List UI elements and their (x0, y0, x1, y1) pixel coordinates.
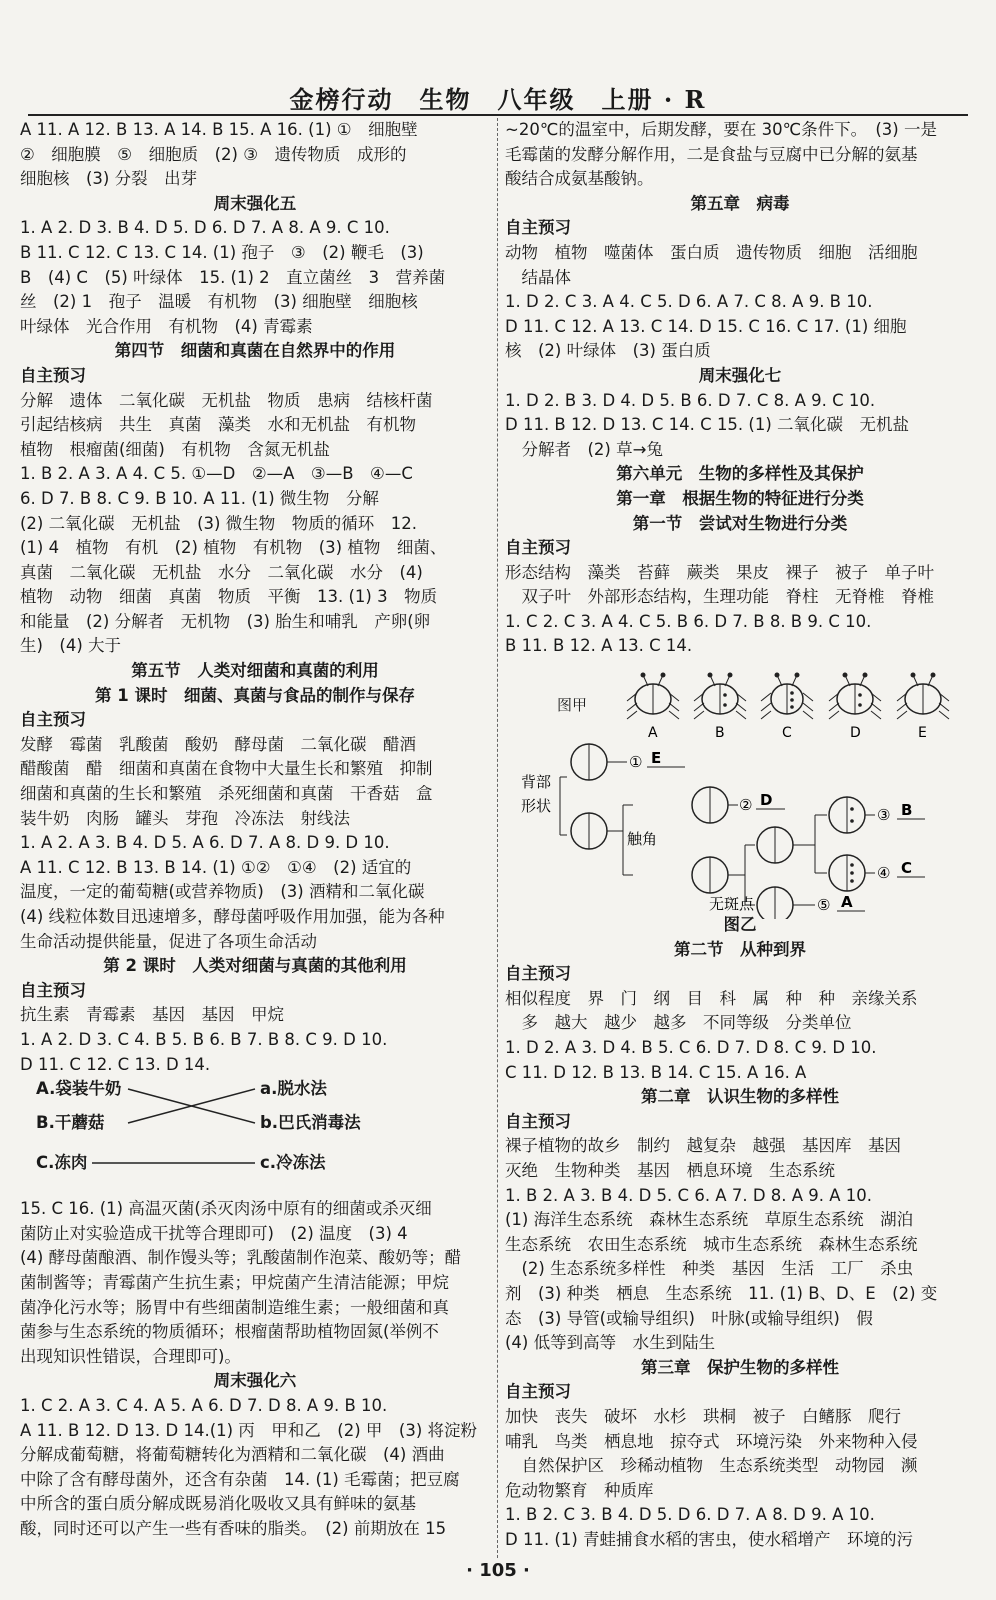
subsection-heading: 自主预习 (505, 1382, 571, 1402)
key-label-beibu: 背部 (521, 773, 552, 792)
match-method-a: a.脱水法 (260, 1079, 327, 1099)
answer-line: (4) 线粒体数目迅速增多，酵母菌呼吸作用加强，能为各种 (20, 907, 445, 926)
answer-line: 生) (4) 大于 (20, 636, 122, 656)
answer-line: (2) 生态系统多样性 种类 基因 生活 工厂 杀虫 (505, 1259, 914, 1279)
match-method-c: c.冷冻法 (260, 1153, 326, 1173)
section-heading: 第五节 人类对细菌和真菌的利用 (131, 661, 379, 681)
classification-diagram (505, 659, 975, 919)
answer-line: (4) 酵母菌酿酒、制作馒头等；乳酸菌制作泡菜、酸奶等；醋 (20, 1248, 462, 1268)
beetle-letter: C (782, 725, 792, 742)
section-heading: 第 2 课时 人类对细菌与真菌的其他利用 (103, 956, 407, 976)
left-text-block-b (20, 1197, 490, 1541)
key-label-xingzhuang: 形状 (521, 797, 552, 816)
answer-line: 中所含的蛋白质分解成既易消化吸收又具有鲜味的氨基 (20, 1494, 416, 1514)
answer-line: 形态结构 藻类 苔藓 蕨类 果皮 裸子 被子 单子叶 (505, 562, 934, 582)
answer-line: 装牛奶 肉肠 罐头 芽孢 冷冻法 射线法 (20, 808, 350, 828)
key-result-5: A (841, 893, 853, 912)
key-result-1: E (651, 749, 662, 768)
page-header (28, 78, 968, 116)
match-item-a: A.袋装牛奶 (36, 1079, 122, 1099)
answer-line: 菌净化污水等；肠胃中有些细菌制造维生素；一般细菌和真 (20, 1297, 449, 1317)
answer-line: D 11. (1) 青蛙捕食水稻的害虫，使水稻增产 环境的污 (505, 1529, 914, 1549)
key-label-wubandian: 无斑点 (709, 895, 755, 914)
answer-line: 危动物繁育 种质库 (505, 1480, 654, 1500)
answer-line: 双子叶 外部形态结构，生理功能 脊柱 无脊椎 脊椎 (505, 587, 934, 607)
fig-b-label: 图乙 (723, 915, 757, 935)
answer-line: 1. A 2. D 3. C 4. B 5. B 6. B 7. B 8. C 9. D 10. (20, 1029, 388, 1049)
answer-line: ② 细胞膜 ⑤ 细胞质 (2) ③ 遗传物质 成形的 (20, 144, 407, 164)
key-num-1: ① (629, 753, 643, 772)
section-heading: 第一节 尝试对生物进行分类 (632, 513, 848, 533)
dichotomous-key-svg (505, 659, 975, 919)
answer-line: 发酵 霉菌 乳酸菌 酸奶 酵母菌 二氧化碳 醋酒 (20, 734, 416, 754)
answer-line: A 11. B 12. D 13. D 14.(1) 丙 甲和乙 (2) 甲 (3) 将淀粉 (20, 1420, 478, 1440)
answer-line: 剂 (3) 种类 栖息 生态系统 11. (1) B、D、E (2) 变 (505, 1283, 938, 1303)
beetle-icon (627, 673, 679, 742)
answer-line: 灭绝 生物种类 基因 栖息环境 生态系统 (505, 1161, 835, 1180)
beetle-letter: B (715, 725, 725, 742)
subsection-heading: 自主预习 (20, 365, 86, 385)
answer-line: 分解成葡萄糖，将葡萄糖转化为酒精和二氧化碳 (4) 酒曲 (20, 1445, 445, 1465)
answer-line: 1. D 2. A 3. D 4. B 5. C 6. D 7. D 8. C 9. D 10. (505, 1038, 877, 1058)
answer-line: 温度，一定的葡萄糖(或营养物质) (3) 酒精和二氧化碳 (20, 882, 425, 902)
answer-line: 叶绿体 光合作用 有机物 (4) 青霉素 (20, 316, 313, 336)
key-num-3: ③ (877, 806, 891, 825)
answer-line: 1. D 2. C 3. A 4. C 5. D 6. A 7. C 8. A 9. B 10. (505, 292, 873, 312)
answer-line: A 11. A 12. B 13. A 14. B 15. A 16. (1) ① 细胞壁 (20, 120, 418, 139)
left-column (20, 118, 490, 1541)
answer-line: 自然保护区 珍稀动植物 生态系统类型 动物园 濒 (505, 1456, 918, 1476)
section-heading: 第五章 病毒 (690, 193, 790, 213)
section-heading: 周末强化五 (213, 193, 297, 213)
answer-line: 引起结核病 共生 真菌 藻类 水和无机盐 有机物 (20, 415, 416, 435)
right-text-block-b (505, 938, 975, 1553)
answer-line: B 11. C 12. C 13. C 14. (1) 孢子 ③ (2) 鞭毛 (3) (20, 242, 424, 262)
subsection-heading: 自主预习 (505, 538, 571, 558)
answer-line: 15. C 16. (1) 高温灭菌(杀灭肉汤中原有的细菌或杀灭细 (20, 1199, 432, 1219)
section-heading: 第三章 保护生物的多样性 (641, 1357, 839, 1377)
answer-line: D 11. B 12. D 13. C 14. C 15. (1) 二氧化碳 无机盐 (505, 415, 910, 435)
answer-line: 毛霉菌的发酵分解作用，二是食盐与豆腐中已分解的氨基 (505, 144, 918, 164)
match-method-b: b.巴氏消毒法 (260, 1113, 361, 1133)
answer-line: 和能量 (2) 分解者 无机物 (3) 胎生和哺乳 产卵(卵 (20, 611, 431, 631)
answer-line: 裸子植物的故乡 制约 越复杂 越强 基因库 基因 (505, 1136, 901, 1156)
answer-line: 醋酸菌 醋 细菌和真菌在食物中大量生长和繁殖 抑制 (20, 759, 433, 779)
answer-line: (4) 低等到高等 水生到陆生 (505, 1333, 716, 1353)
section-heading: 第 1 课时 细菌、真菌与食品的制作与保存 (95, 685, 415, 705)
beetle-icon (897, 673, 949, 742)
answer-line: 1. A 2. A 3. B 4. D 5. A 6. D 7. A 8. D 9. D 10. (20, 833, 390, 853)
key-result-3: B (901, 801, 913, 820)
section-heading: 周末强化七 (698, 365, 782, 385)
subsection-heading: 自主预习 (505, 1111, 571, 1131)
key-label-chujiao: 触角 (627, 830, 658, 849)
answer-line: 6. D 7. B 8. C 9. B 10. A 11. (1) 微生物 分解 (20, 488, 379, 508)
answer-line: 1. B 2. C 3. B 4. D 5. D 6. D 7. A 8. D 9. A 10. (505, 1505, 875, 1525)
answer-line: 1. A 2. D 3. B 4. D 5. D 6. D 7. A 8. A 9. C 10. (20, 218, 390, 238)
answer-line: 丝 (2) 1 孢子 温暖 有机物 (3) 细胞壁 细胞核 (20, 292, 418, 312)
subsection-heading: 自主预习 (505, 964, 571, 984)
answer-line: 细菌和真菌的生长和繁殖 杀死细菌和真菌 干香菇 盒 (20, 784, 433, 804)
key-result-4: C (901, 859, 913, 878)
answer-line: 1. C 2. C 3. A 4. C 5. B 6. D 7. B 8. B 9. C 10. (505, 611, 872, 631)
answer-line: 植物 动物 细菌 真菌 物质 平衡 13. (1) 3 物质 (20, 587, 438, 607)
answer-line: 态 (3) 导管(或输导组织) 叶脉(或输导组织) 假 (505, 1308, 873, 1328)
answer-line: (1) 4 植物 有机 (2) 植物 有机物 (3) 植物 细菌、 (20, 538, 447, 558)
key-num-5: ⑤ (817, 896, 831, 915)
answer-line: 出现知识性错误，合理即可)。 (20, 1346, 241, 1366)
beetle-icon (761, 673, 813, 742)
answer-line: 生命活动提供能量，促进了各项生命活动 (20, 931, 317, 951)
column-divider (497, 118, 499, 1558)
beetle-icon (694, 673, 746, 742)
answer-line: 菌防止对实验造成干扰等合理即可) (2) 温度 (3) 4 (20, 1223, 408, 1243)
answer-line: (1) 海洋生态系统 森林生态系统 草原生态系统 湖泊 (505, 1210, 914, 1230)
answer-line: 中除了含有酵母菌外，还含有杂菌 14. (1) 毛霉菌；把豆腐 (20, 1469, 460, 1489)
answer-line: 1. D 2. B 3. D 4. D 5. B 6. D 7. C 8. A 9. C 10. (505, 390, 876, 410)
answer-line: 抗生素 青霉素 基因 基因 甲烷 (20, 1005, 284, 1025)
answer-line: 分解 遗体 二氧化碳 无机盐 物质 患病 结核杆菌 (20, 390, 433, 410)
subsection-heading: 自主预习 (505, 218, 571, 238)
answer-line: 1. B 2. A 3. A 4. C 5. ①—D ②—A ③—B ④—C (20, 464, 413, 484)
answer-line: B (4) C (5) 叶绿体 15. (1) 2 直立菌丝 3 营养菌 (20, 267, 446, 287)
right-column (505, 118, 975, 1553)
answer-line: B 11. B 12. A 13. C 14. (505, 636, 693, 656)
answer-line: (2) 二氧化碳 无机盐 (3) 微生物 物质的循环 12. (20, 513, 417, 533)
beetle-letter: A (648, 725, 658, 742)
section-heading: 周末强化六 (213, 1371, 297, 1391)
key-num-2: ② (739, 796, 753, 815)
section-heading: 第二节 从种到界 (674, 939, 806, 959)
answer-line: 1. B 2. A 3. B 4. D 5. C 6. A 7. D 8. A 9. A 10. (505, 1185, 873, 1205)
answer-line: 结晶体 (505, 267, 571, 287)
section-heading: 第四节 细菌和真菌在自然界中的作用 (114, 341, 396, 361)
answer-line: 核 (2) 叶绿体 (3) 蛋白质 (505, 341, 711, 361)
answer-line: 真菌 二氧化碳 无机盐 水分 二氧化碳 水分 (4) (20, 562, 423, 582)
fig-a-label: 图甲 (557, 696, 588, 715)
answer-line: 哺乳 鸟类 栖息地 掠夺式 环境污染 外来物种入侵 (505, 1431, 918, 1451)
subsection-heading: 自主预习 (20, 710, 86, 730)
answer-line: ~20℃的温室中，后期发酵，要在 30℃条件下。 (3) 一是 (505, 120, 937, 139)
subsection-heading: 自主预习 (20, 980, 86, 1000)
answer-line: 菌制酱等；青霉菌产生抗生素；甲烷菌产生清洁能源；甲烷 (20, 1272, 449, 1292)
answer-line: C 11. D 12. B 13. B 14. C 15. A 16. A (505, 1062, 807, 1082)
right-text-block-a (505, 118, 975, 659)
answer-line: 1. C 2. A 3. C 4. A 5. A 6. D 7. D 8. A 9. B 10. (20, 1395, 388, 1415)
answer-line: 植物 根瘤菌(细菌) 有机物 含氮无机盐 (20, 439, 330, 459)
section-heading: 第二章 认识生物的多样性 (641, 1087, 839, 1107)
section-heading: 第六单元 生物的多样性及其保护 (616, 464, 864, 484)
answer-line: 酸，同时还可以产生一些有香味的脂类。 (2) 前期放在 15 (20, 1518, 447, 1538)
answer-line: 酸结合成氨基酸钠。 (505, 169, 654, 189)
answer-line: 加快 丧失 破坏 水杉 珙桐 被子 白鳍豚 爬行 (505, 1406, 901, 1426)
answer-line: 细胞核 (3) 分裂 出芽 (20, 169, 198, 189)
beetle-letter: D (850, 725, 861, 742)
match-item-c: C.冻肉 (36, 1153, 88, 1173)
left-text-block-a (20, 118, 490, 1077)
beetle-icon (829, 673, 881, 742)
answer-line: D 11. C 12. C 13. D 14. (20, 1054, 211, 1074)
page-title: 金榜行动 生物 八年级 上册 · R (289, 85, 707, 114)
answer-line: 生态系统 农田生态系统 城市生态系统 森林生态系统 (505, 1234, 918, 1254)
answer-line: 相似程度 界 门 纲 目 科 属 种 种 亲缘关系 (505, 988, 918, 1008)
answer-line: 动物 植物 噬菌体 蛋白质 遗传物质 细胞 活细胞 (505, 242, 918, 262)
section-heading: 第一章 根据生物的特征进行分类 (616, 488, 864, 508)
answer-line: D 11. C 12. A 13. C 14. D 15. C 16. C 17. (1) 细胞 (505, 316, 907, 336)
page-number: · 105 · (466, 1560, 530, 1581)
key-result-2: D (760, 791, 773, 810)
answer-line: 多 越大 越少 越多 不同等级 分类单位 (505, 1013, 852, 1033)
matching-diagram (20, 1077, 490, 1197)
answer-line: 菌参与生态系统的物质循环；根瘤菌帮助植物固氮(举例不 (20, 1322, 439, 1342)
match-item-b: B.干蘑菇 (36, 1113, 105, 1133)
key-num-4: ④ (877, 864, 891, 883)
answer-line: A 11. C 12. B 13. B 14. (1) ①② ①④ (2) 适宜的 (20, 857, 412, 877)
beetle-letter: E (918, 725, 927, 742)
answer-line: 分解者 (2) 草→兔 (505, 439, 663, 459)
